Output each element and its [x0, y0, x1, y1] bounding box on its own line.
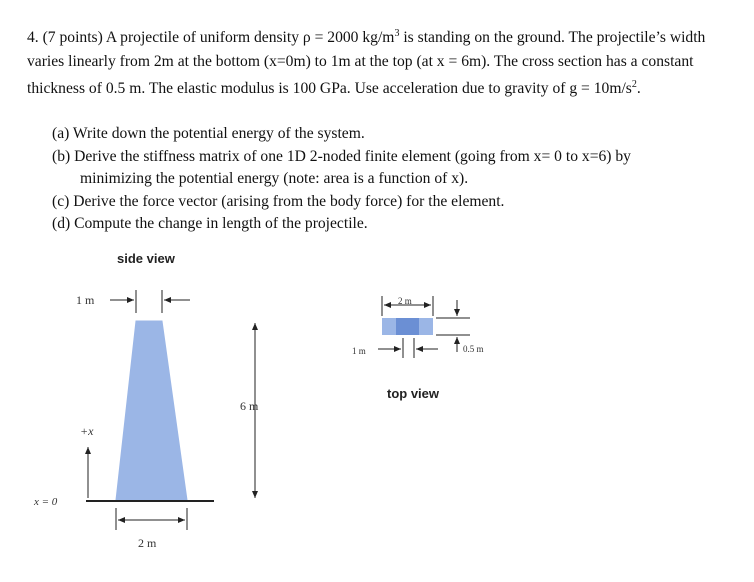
tv-thickness-label: 0.5 m [463, 344, 484, 354]
part-b-cont: minimizing the potential energy (note: area is a function of x). [80, 170, 469, 187]
side-origin-label: x = 0 [34, 496, 58, 508]
problem-intro-end: . [636, 80, 641, 98]
exponent-3: 3 [394, 28, 400, 39]
side-axis-label: +x [80, 424, 94, 438]
exponent-2: 2 [631, 79, 637, 91]
top-view [378, 296, 470, 358]
problem-intro-1: A projectile of uniform density ρ = 2000 kg/m [105, 29, 395, 47]
tv-width-label: 2 m [398, 296, 412, 306]
side-view [86, 290, 255, 530]
side-height-label: 6 m [240, 399, 259, 413]
top-view-caption: top view [387, 386, 440, 401]
top-view-center [396, 318, 419, 335]
tv-top-width-label: 1 m [352, 346, 366, 356]
projectile-body [116, 321, 187, 500]
problem-intro-2: is standing on the ground. The projectile’s width varies linearly from 2m at the bottom (x=0m) to 1m at the top (at x = 6m). The cross section has a constant thickness of 0.5 m. The elastic modulus is 100 GPa. Use acceleration due to gravity of g = 10m/s [27, 29, 706, 98]
part-b: (b) Derive the stiffness matrix of one 1D 2-noded finite element (going from x= 0 to x=6) by [52, 147, 631, 165]
side-bottom-width-label: 2 m [138, 536, 157, 550]
part-c: (c) Derive the force vector (arising from the body force) for the element. [52, 192, 505, 210]
part-d: (d) Compute the change in length of the projectile. [52, 215, 368, 232]
part-a: (a) Write down the potential energy of the system. [52, 125, 365, 142]
side-top-width-label: 1 m [76, 293, 95, 307]
side-view-caption: side view [117, 251, 175, 266]
problem-number: 4. [27, 29, 39, 47]
problem-points: (7 points) [42, 29, 103, 47]
